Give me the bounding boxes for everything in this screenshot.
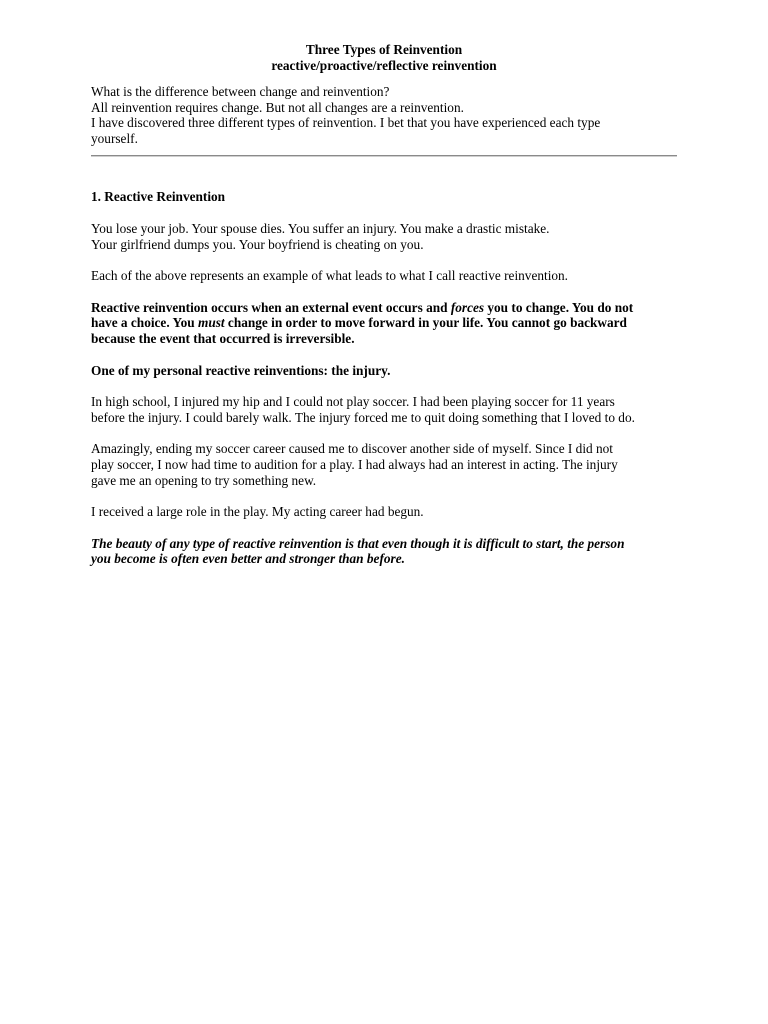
definition-text: you to change. You do not bbox=[484, 299, 634, 315]
each-above-paragraph bbox=[91, 268, 681, 284]
definition-paragraph bbox=[91, 300, 681, 347]
examples-paragraph bbox=[91, 221, 681, 252]
document-subtitle: reactive/proactive/reflective reinvention bbox=[271, 58, 497, 73]
definition-text: change in order to move forward in your life. You cannot go backward bbox=[224, 315, 627, 331]
beauty-paragraph bbox=[91, 536, 681, 567]
beauty-line: The beauty of any type of reactive reinvention is that even though it is difficult to start, the person bbox=[91, 535, 625, 551]
intro-line: What is the difference between change and reinvention? bbox=[91, 84, 390, 99]
title-block bbox=[91, 42, 677, 74]
beauty-line: you become is often even better and stronger than before. bbox=[91, 551, 405, 567]
intro-line: I have discovered three different types of reinvention. I bet that you have experienced each type bbox=[91, 115, 601, 131]
personal-heading bbox=[91, 363, 681, 379]
role-paragraph bbox=[91, 504, 681, 520]
emphasis-forces: forces bbox=[450, 299, 485, 315]
amazingly-line: play soccer, I now had time to audition for a play. I had always had an interest in acting. The injury bbox=[91, 456, 618, 472]
role-line: I received a large role in the play. My acting career had begun. bbox=[91, 504, 424, 520]
amazingly-paragraph bbox=[91, 441, 681, 488]
examples-line: You lose your job. Your spouse dies. You suffer an injury. You make a drastic mistake. bbox=[91, 220, 550, 236]
section-heading: 1. Reactive Reinvention bbox=[91, 189, 226, 205]
horizontal-rule bbox=[91, 155, 677, 157]
definition-text: have a choice. You bbox=[91, 315, 198, 331]
examples-line: Your girlfriend dumps you. Your boyfriend is cheating on you. bbox=[91, 236, 424, 252]
document-title: Three Types of Reinvention bbox=[305, 42, 463, 57]
injury-line: before the injury. I could barely walk. The injury forced me to quit doing something that I loved to do. bbox=[91, 409, 635, 425]
emphasis-must: must bbox=[198, 315, 225, 331]
intro-line: yourself. bbox=[91, 130, 138, 146]
each-above-line: Each of the above represents an example of what leads to what I call reactive reinvention. bbox=[91, 268, 569, 284]
definition-line-1 bbox=[91, 300, 681, 316]
injury-line: In high school, I injured my hip and I could not play soccer. I had been playing soccer for 11 years bbox=[91, 394, 615, 410]
intro-line: All reinvention requires change. But not all changes are a reinvention. bbox=[91, 99, 464, 115]
personal-heading-text: One of my personal reactive reinventions: the injury. bbox=[91, 362, 391, 378]
injury-paragraph bbox=[91, 394, 681, 425]
definition-line-2 bbox=[91, 315, 681, 331]
amazingly-line: Amazingly, ending my soccer career caused me to discover another side of myself. Since I did not bbox=[91, 441, 613, 457]
amazingly-line: gave me an opening to try something new. bbox=[91, 472, 317, 488]
intro-paragraph bbox=[91, 84, 681, 146]
document-page bbox=[91, 42, 681, 567]
definition-text: Reactive reinvention occurs when an external event occurs and bbox=[91, 299, 451, 315]
definition-line-3: because the event that occurred is irreversible. bbox=[91, 330, 355, 346]
